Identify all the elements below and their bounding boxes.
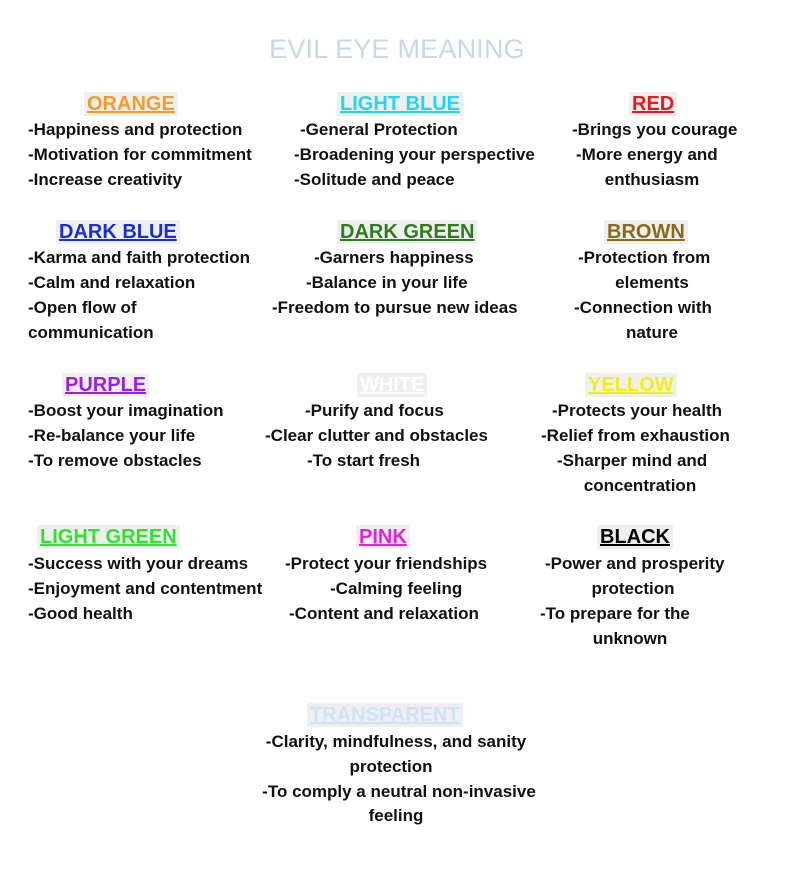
dark-blue-meaning-line: -Calm and relaxation <box>28 273 196 292</box>
transparent-meaning-line: -Clarity, mindfulness, and sanity <box>265 732 527 751</box>
dark-green-meaning-line: -Balance in your life <box>306 273 468 292</box>
dark-blue-meaning-line: -Open flow of <box>28 298 137 317</box>
black-meaning-line: -Power and prosperity <box>545 554 725 573</box>
transparent-meaning-line: -To comply a neutral non-invasive <box>262 782 536 801</box>
dark-green-meaning-line: -Freedom to pursue new ideas <box>272 298 518 317</box>
light-blue-meaning-line: -Broadening your perspective <box>294 145 535 164</box>
brown-meaning-line: nature <box>626 323 678 342</box>
light-green-meaning-line: -Enjoyment and contentment <box>28 579 263 598</box>
yellow-meaning-line: -Sharper mind and <box>557 451 708 470</box>
brown-meaning-line: -Protection from <box>578 248 711 267</box>
dark-blue-meaning-line: communication <box>28 323 154 342</box>
light-green-meaning-line: -Good health <box>28 604 133 623</box>
heading-brown: BROWN <box>604 220 688 244</box>
pink-meaning-line: -Calming feeling <box>330 579 463 598</box>
heading-transparent: TRANSPARENT <box>307 703 463 727</box>
yellow-meaning-line: -Protects your health <box>552 401 723 420</box>
dark-green-meaning-line: -Garners happiness <box>314 248 474 267</box>
heading-light-blue: LIGHT BLUE <box>337 92 463 116</box>
light-blue-meaning-line: -Solitude and peace <box>294 170 455 189</box>
black-meaning-line: protection <box>591 579 675 598</box>
yellow-meaning-line: concentration <box>583 476 697 495</box>
pink-meaning-line: -Content and relaxation <box>289 604 479 623</box>
transparent-meaning-line: feeling <box>368 806 424 825</box>
white-meaning-line: -Clear clutter and obstacles <box>265 426 488 445</box>
pink-meaning-line: -Protect your friendships <box>285 554 488 573</box>
heading-black: BLACK <box>597 525 673 549</box>
brown-meaning-line: -Connection with <box>574 298 712 317</box>
heading-white: WHITE <box>357 373 427 397</box>
orange-meaning-line: -Increase creativity <box>28 170 183 189</box>
purple-meaning-line: -To remove obstacles <box>28 451 202 470</box>
red-meaning-line: -More energy and <box>576 145 718 164</box>
heading-yellow: YELLOW <box>585 373 677 397</box>
heading-orange: ORANGE <box>84 92 178 116</box>
purple-meaning-line: -Re-balance your life <box>28 426 196 445</box>
transparent-meaning-line: protection <box>349 757 433 776</box>
brown-meaning-line: elements <box>615 273 689 292</box>
light-green-meaning-line: -Success with your dreams <box>28 554 249 573</box>
heading-pink: PINK <box>356 525 410 549</box>
red-meaning-line: enthusiasm <box>604 170 700 189</box>
heading-purple: PURPLE <box>62 373 149 397</box>
light-blue-meaning-line: -General Protection <box>300 120 458 139</box>
heading-dark-green: DARK GREEN <box>337 220 477 244</box>
orange-meaning-line: -Motivation for commitment <box>28 145 252 164</box>
black-meaning-line: unknown <box>592 629 668 648</box>
heading-light-green: LIGHT GREEN <box>37 525 180 549</box>
heading-red: RED <box>629 92 677 116</box>
white-meaning-line: -To start fresh <box>307 451 421 470</box>
orange-meaning-line: -Happiness and protection <box>28 120 243 139</box>
red-meaning-line: -Brings you courage <box>572 120 738 139</box>
dark-blue-meaning-line: -Karma and faith protection <box>28 248 250 267</box>
black-meaning-line: -To prepare for the <box>540 604 690 623</box>
heading-dark-blue: DARK BLUE <box>56 220 180 244</box>
page-title: EVIL EYE MEANING <box>269 34 525 64</box>
white-meaning-line: -Purify and focus <box>305 401 444 420</box>
purple-meaning-line: -Boost your imagination <box>28 401 224 420</box>
yellow-meaning-line: -Relief from exhaustion <box>541 426 730 445</box>
